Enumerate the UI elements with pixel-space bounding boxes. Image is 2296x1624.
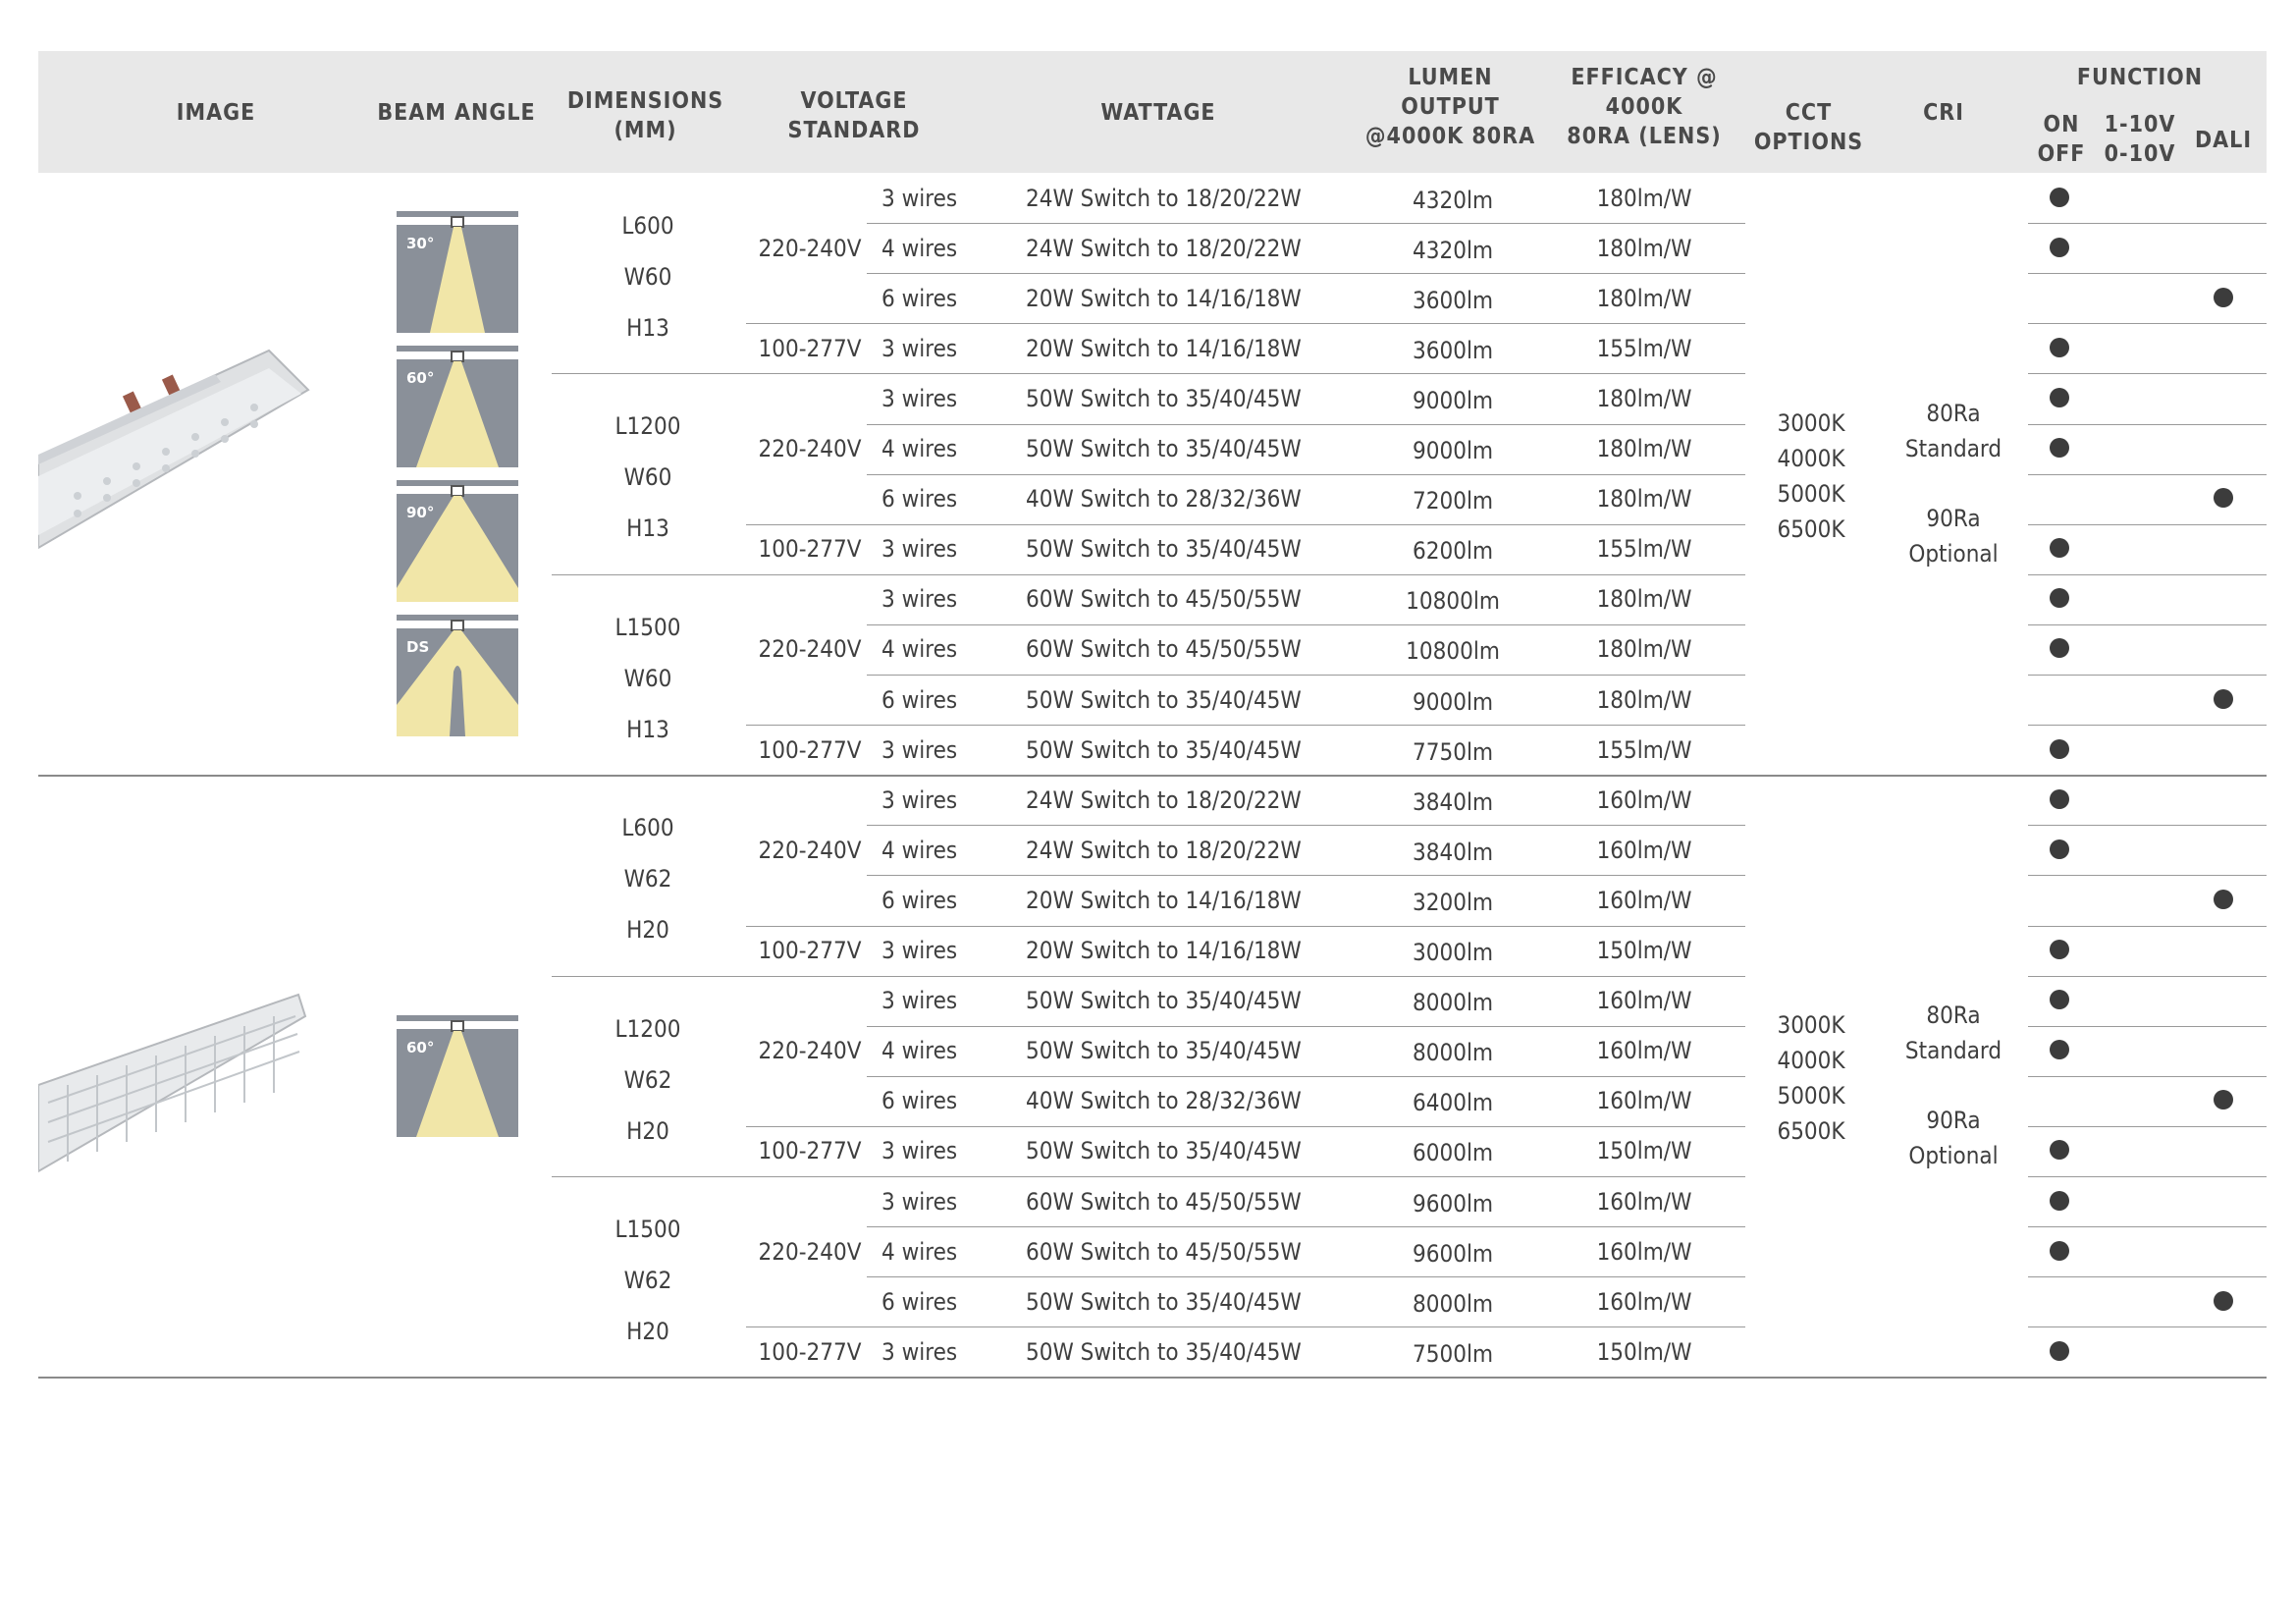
onoff-dot bbox=[2050, 538, 2069, 558]
cct-value: 4000K bbox=[1777, 444, 1845, 472]
efficacy-cell: 150lm/W bbox=[1596, 1137, 1692, 1165]
efficacy-cell: 180lm/W bbox=[1596, 435, 1692, 463]
beam-angle-icon bbox=[397, 480, 518, 602]
header-cct bbox=[1752, 98, 1865, 157]
function-divider bbox=[2028, 273, 2267, 274]
onoff-dot bbox=[2050, 188, 2069, 207]
header-beam-angle: BEAM ANGLE bbox=[377, 100, 536, 126]
function-divider bbox=[2028, 926, 2267, 927]
onoff-dot bbox=[2050, 1040, 2069, 1059]
beam-angle-label: 30° bbox=[406, 235, 435, 252]
section-divider bbox=[38, 775, 2267, 777]
lumen-cell: 9000lm bbox=[1413, 386, 1493, 414]
wires-cell: 4 wires bbox=[881, 435, 958, 463]
wattage-cell: 20W Switch to 14/16/18W bbox=[1026, 284, 1302, 312]
efficacy-cell: 180lm/W bbox=[1596, 284, 1692, 312]
onoff-dot bbox=[2050, 1241, 2069, 1261]
lumen-cell: 9600lm bbox=[1413, 1189, 1493, 1218]
cri-options bbox=[1895, 998, 2012, 1173]
wires-cell: 3 wires bbox=[881, 334, 958, 362]
cct-options bbox=[1762, 1007, 1860, 1149]
onoff-dot bbox=[2050, 789, 2069, 809]
efficacy-cell: 160lm/W bbox=[1596, 1087, 1692, 1115]
voltage-cell: 220-240V bbox=[758, 435, 862, 463]
beam-angle-icon bbox=[397, 1015, 518, 1137]
row-divider bbox=[867, 675, 1745, 676]
header-voltage-line2: STANDARD bbox=[787, 118, 921, 143]
lumen-cell: 3000lm bbox=[1413, 939, 1493, 967]
dimension-value: H13 bbox=[626, 715, 669, 743]
onoff-dot bbox=[2050, 588, 2069, 608]
function-divider bbox=[2028, 1076, 2267, 1077]
dimension-cell bbox=[569, 200, 726, 353]
header-dimensions bbox=[555, 86, 736, 145]
header-lumen bbox=[1360, 63, 1541, 151]
dali-dot bbox=[2214, 689, 2233, 709]
wattage-cell: 50W Switch to 35/40/45W bbox=[1026, 1137, 1302, 1165]
wattage-cell: 50W Switch to 35/40/45W bbox=[1026, 535, 1302, 564]
function-divider bbox=[2028, 1176, 2267, 1177]
product-image-lens-linear bbox=[38, 339, 313, 555]
function-divider bbox=[2028, 1026, 2267, 1027]
voltage-cell: 220-240V bbox=[758, 836, 862, 864]
function-divider bbox=[2028, 1226, 2267, 1227]
wattage-cell: 24W Switch to 18/20/22W bbox=[1026, 836, 1302, 864]
cri-value: Optional bbox=[1908, 539, 1999, 568]
header-onoff-line1: ON bbox=[2043, 112, 2080, 137]
efficacy-cell: 160lm/W bbox=[1596, 886, 1692, 914]
cct-value: 6500K bbox=[1777, 1116, 1845, 1145]
row-divider bbox=[867, 1276, 1745, 1277]
row-divider bbox=[867, 825, 1745, 826]
wires-cell: 6 wires bbox=[881, 284, 958, 312]
function-divider bbox=[2028, 675, 2267, 676]
dimension-value: L1200 bbox=[614, 1014, 681, 1043]
lumen-cell: 3200lm bbox=[1413, 888, 1493, 916]
row-divider bbox=[746, 725, 1745, 726]
row-divider bbox=[746, 926, 1745, 927]
voltage-cell: 100-277V bbox=[758, 1337, 862, 1366]
lumen-cell: 10800lm bbox=[1406, 587, 1500, 616]
wattage-cell: 60W Switch to 45/50/55W bbox=[1026, 635, 1302, 664]
voltage-cell: 220-240V bbox=[758, 1237, 862, 1266]
wires-cell: 4 wires bbox=[881, 234, 958, 262]
efficacy-cell: 150lm/W bbox=[1596, 1337, 1692, 1366]
dimension-value: W60 bbox=[623, 664, 672, 692]
function-divider bbox=[2028, 323, 2267, 324]
header-lumen-line3: @4000K 80RA bbox=[1364, 124, 1536, 149]
lumen-cell: 8000lm bbox=[1413, 1289, 1493, 1318]
wattage-cell: 24W Switch to 18/20/22W bbox=[1026, 184, 1302, 212]
dimension-cell bbox=[569, 1003, 726, 1157]
efficacy-cell: 155lm/W bbox=[1596, 735, 1692, 764]
row-divider bbox=[867, 273, 1745, 274]
function-divider bbox=[2028, 1326, 2267, 1327]
row-divider bbox=[867, 875, 1745, 876]
lumen-cell: 7750lm bbox=[1413, 737, 1493, 766]
dimension-value: W60 bbox=[623, 263, 672, 291]
dimension-value: L600 bbox=[621, 212, 674, 240]
wires-cell: 4 wires bbox=[881, 1037, 958, 1065]
function-divider bbox=[2028, 825, 2267, 826]
product-image-grille-linear bbox=[38, 987, 313, 1183]
wattage-cell: 50W Switch to 35/40/45W bbox=[1026, 987, 1302, 1015]
wires-cell: 3 wires bbox=[881, 184, 958, 212]
wattage-cell: 60W Switch to 45/50/55W bbox=[1026, 1237, 1302, 1266]
row-divider bbox=[746, 323, 1745, 324]
efficacy-cell: 160lm/W bbox=[1596, 836, 1692, 864]
wattage-cell: 40W Switch to 28/32/36W bbox=[1026, 485, 1302, 514]
function-divider bbox=[2028, 574, 2267, 575]
row-divider bbox=[746, 524, 1745, 525]
lumen-cell: 3600lm bbox=[1413, 336, 1493, 364]
wires-cell: 4 wires bbox=[881, 836, 958, 864]
voltage-cell: 100-277V bbox=[758, 535, 862, 564]
onoff-dot bbox=[2050, 438, 2069, 458]
wattage-cell: 40W Switch to 28/32/36W bbox=[1026, 1087, 1302, 1115]
lumen-cell: 6400lm bbox=[1413, 1089, 1493, 1117]
cri-value: Standard bbox=[1904, 434, 2002, 462]
onoff-dot bbox=[2050, 1191, 2069, 1211]
onoff-dot bbox=[2050, 990, 2069, 1009]
dimension-value: L600 bbox=[621, 814, 674, 842]
row-divider bbox=[746, 1126, 1745, 1127]
efficacy-cell: 160lm/W bbox=[1596, 987, 1692, 1015]
function-divider bbox=[2028, 1126, 2267, 1127]
efficacy-cell: 160lm/W bbox=[1596, 1237, 1692, 1266]
dimension-value: H20 bbox=[626, 1116, 669, 1145]
lumen-cell: 4320lm bbox=[1413, 236, 1493, 264]
lumen-cell: 9000lm bbox=[1413, 437, 1493, 465]
wires-cell: 3 wires bbox=[881, 937, 958, 965]
cct-value: 4000K bbox=[1777, 1046, 1845, 1074]
header-110v-line2: 0-10V bbox=[2104, 141, 2176, 167]
onoff-dot bbox=[2050, 1341, 2069, 1361]
wattage-cell: 20W Switch to 14/16/18W bbox=[1026, 886, 1302, 914]
wattage-cell: 50W Switch to 35/40/45W bbox=[1026, 685, 1302, 714]
wires-cell: 3 wires bbox=[881, 987, 958, 1015]
header-function-onoff bbox=[2032, 110, 2091, 169]
row-divider bbox=[867, 624, 1745, 625]
efficacy-cell: 160lm/W bbox=[1596, 1187, 1692, 1216]
header-efficacy-line1: EFFICACY @ bbox=[1571, 65, 1718, 90]
dimension-value: L1500 bbox=[614, 613, 681, 641]
header-efficacy bbox=[1546, 63, 1742, 151]
cct-value: 3000K bbox=[1777, 408, 1845, 437]
function-divider bbox=[2028, 424, 2267, 425]
beam-angle-icon bbox=[397, 211, 518, 333]
header-dimensions-line2: (MM) bbox=[614, 118, 677, 143]
header-onoff-line2: OFF bbox=[2037, 141, 2086, 167]
dali-dot bbox=[2214, 1090, 2233, 1110]
header-dimensions-line1: DIMENSIONS bbox=[566, 88, 724, 114]
dimension-value: W62 bbox=[623, 1065, 672, 1094]
wires-cell: 6 wires bbox=[881, 886, 958, 914]
header-110v-line1: 1-10V bbox=[2104, 112, 2176, 137]
wires-cell: 4 wires bbox=[881, 635, 958, 664]
onoff-dot bbox=[2050, 1140, 2069, 1160]
cct-options bbox=[1762, 406, 1860, 547]
wires-cell: 3 wires bbox=[881, 585, 958, 614]
lumen-cell: 3600lm bbox=[1413, 286, 1493, 314]
dimension-value: W62 bbox=[623, 865, 672, 893]
dimension-value: W60 bbox=[623, 463, 672, 492]
header-lumen-line2: OUTPUT bbox=[1401, 94, 1500, 120]
group-divider bbox=[552, 976, 1745, 977]
dimension-value: H20 bbox=[626, 1318, 669, 1345]
efficacy-cell: 160lm/W bbox=[1596, 785, 1692, 814]
dali-dot bbox=[2214, 488, 2233, 508]
function-divider bbox=[2028, 725, 2267, 726]
lumen-cell: 4320lm bbox=[1413, 186, 1493, 214]
efficacy-cell: 155lm/W bbox=[1596, 535, 1692, 564]
lumen-cell: 6200lm bbox=[1413, 537, 1493, 566]
efficacy-cell: 180lm/W bbox=[1596, 685, 1692, 714]
lumen-cell: 10800lm bbox=[1406, 637, 1500, 666]
efficacy-cell: 180lm/W bbox=[1596, 485, 1692, 514]
dali-dot bbox=[2214, 890, 2233, 909]
row-divider bbox=[867, 223, 1745, 224]
cri-value: 80Ra bbox=[1926, 399, 1981, 427]
dali-dot bbox=[2214, 288, 2233, 307]
efficacy-cell: 180lm/W bbox=[1596, 585, 1692, 614]
header-wattage: WATTAGE bbox=[1100, 100, 1216, 126]
onoff-dot bbox=[2050, 940, 2069, 959]
row-divider bbox=[867, 424, 1745, 425]
wattage-cell: 50W Switch to 35/40/45W bbox=[1026, 384, 1302, 412]
header-function-dali: DALI bbox=[2194, 128, 2253, 153]
beam-angle-label: 60° bbox=[406, 1038, 435, 1056]
lumen-cell: 9000lm bbox=[1413, 687, 1493, 716]
wires-cell: 6 wires bbox=[881, 685, 958, 714]
efficacy-cell: 180lm/W bbox=[1596, 384, 1692, 412]
group-divider bbox=[552, 574, 1745, 575]
wires-cell: 6 wires bbox=[881, 1087, 958, 1115]
function-divider bbox=[2028, 624, 2267, 625]
function-divider bbox=[2028, 524, 2267, 525]
wires-cell: 3 wires bbox=[881, 1337, 958, 1366]
onoff-dot bbox=[2050, 839, 2069, 859]
beam-angle-icon bbox=[397, 615, 518, 736]
function-divider bbox=[2028, 1276, 2267, 1277]
voltage-cell: 100-277V bbox=[758, 334, 862, 362]
lumen-cell: 9600lm bbox=[1413, 1239, 1493, 1268]
header-voltage bbox=[746, 86, 962, 145]
cri-value: 90Ra bbox=[1926, 1106, 1981, 1134]
beam-angle-label: DS bbox=[406, 638, 430, 656]
lumen-cell: 3840lm bbox=[1413, 787, 1493, 816]
group-divider bbox=[552, 1176, 1745, 1177]
onoff-dot bbox=[2050, 388, 2069, 407]
function-divider bbox=[2028, 373, 2267, 374]
cct-value: 3000K bbox=[1777, 1010, 1845, 1039]
voltage-cell: 100-277V bbox=[758, 937, 862, 965]
row-divider bbox=[867, 474, 1745, 475]
lumen-cell: 7200lm bbox=[1413, 487, 1493, 515]
function-divider bbox=[2028, 223, 2267, 224]
wires-cell: 6 wires bbox=[881, 485, 958, 514]
voltage-cell: 100-277V bbox=[758, 1137, 862, 1165]
cri-value: Optional bbox=[1908, 1141, 1999, 1169]
dimension-value: W62 bbox=[623, 1267, 672, 1294]
voltage-cell: 220-240V bbox=[758, 635, 862, 664]
voltage-cell: 100-277V bbox=[758, 735, 862, 764]
efficacy-cell: 160lm/W bbox=[1596, 1287, 1692, 1316]
beam-angle-icon bbox=[397, 346, 518, 467]
dimension-value: L1200 bbox=[614, 412, 681, 441]
cri-options bbox=[1895, 396, 2012, 571]
dimension-value: H13 bbox=[626, 314, 669, 342]
function-divider bbox=[2028, 875, 2267, 876]
lumen-cell: 8000lm bbox=[1413, 989, 1493, 1017]
header-lumen-line1: LUMEN bbox=[1408, 65, 1493, 90]
onoff-dot bbox=[2050, 238, 2069, 257]
wattage-cell: 20W Switch to 14/16/18W bbox=[1026, 334, 1302, 362]
wires-cell: 4 wires bbox=[881, 1237, 958, 1266]
dimension-cell bbox=[569, 401, 726, 554]
lumen-cell: 7500lm bbox=[1413, 1339, 1493, 1368]
wires-cell: 3 wires bbox=[881, 735, 958, 764]
header-efficacy-line3: 80RA (LENS) bbox=[1567, 124, 1722, 149]
dimension-value: H20 bbox=[626, 916, 669, 945]
beam-angle-label: 90° bbox=[406, 504, 435, 521]
row-divider bbox=[867, 1076, 1745, 1077]
cct-value: 6500K bbox=[1777, 514, 1845, 543]
cct-value: 5000K bbox=[1777, 479, 1845, 508]
lumen-cell: 8000lm bbox=[1413, 1039, 1493, 1067]
efficacy-cell: 155lm/W bbox=[1596, 334, 1692, 362]
wattage-cell: 24W Switch to 18/20/22W bbox=[1026, 785, 1302, 814]
row-divider bbox=[746, 1326, 1745, 1327]
efficacy-cell: 160lm/W bbox=[1596, 1037, 1692, 1065]
cri-value: Standard bbox=[1904, 1036, 2002, 1064]
onoff-dot bbox=[2050, 638, 2069, 658]
dimension-value: H13 bbox=[626, 514, 669, 543]
lumen-cell: 3840lm bbox=[1413, 838, 1493, 866]
function-divider bbox=[2028, 474, 2267, 475]
header-voltage-line1: VOLTAGE bbox=[800, 88, 908, 114]
voltage-cell: 220-240V bbox=[758, 1037, 862, 1065]
cri-value: 80Ra bbox=[1926, 1001, 1981, 1029]
wires-cell: 6 wires bbox=[881, 1287, 958, 1316]
efficacy-cell: 150lm/W bbox=[1596, 937, 1692, 965]
section-divider bbox=[38, 1377, 2267, 1379]
header-function: FUNCTION bbox=[2076, 65, 2204, 90]
onoff-dot bbox=[2050, 338, 2069, 357]
header-image: IMAGE bbox=[176, 100, 256, 126]
cct-value: 5000K bbox=[1777, 1081, 1845, 1110]
wattage-cell: 24W Switch to 18/20/22W bbox=[1026, 234, 1302, 262]
wattage-cell: 50W Switch to 35/40/45W bbox=[1026, 1037, 1302, 1065]
efficacy-cell: 180lm/W bbox=[1596, 184, 1692, 212]
header-function-110v bbox=[2101, 110, 2179, 169]
wattage-cell: 50W Switch to 35/40/45W bbox=[1026, 1287, 1302, 1316]
wires-cell: 3 wires bbox=[881, 1137, 958, 1165]
efficacy-cell: 180lm/W bbox=[1596, 234, 1692, 262]
wires-cell: 3 wires bbox=[881, 535, 958, 564]
efficacy-cell: 180lm/W bbox=[1596, 635, 1692, 664]
wires-cell: 3 wires bbox=[881, 1187, 958, 1216]
wattage-cell: 60W Switch to 45/50/55W bbox=[1026, 1187, 1302, 1216]
function-divider bbox=[2028, 976, 2267, 977]
wires-cell: 3 wires bbox=[881, 785, 958, 814]
wattage-cell: 60W Switch to 45/50/55W bbox=[1026, 585, 1302, 614]
wattage-cell: 50W Switch to 35/40/45W bbox=[1026, 735, 1302, 764]
header-efficacy-line2: 4000K bbox=[1605, 94, 1683, 120]
wattage-cell: 50W Switch to 35/40/45W bbox=[1026, 435, 1302, 463]
header-cri: CRI bbox=[1923, 100, 1964, 126]
header-cct-line1: CCT bbox=[1785, 100, 1833, 126]
dimension-cell bbox=[569, 1204, 726, 1357]
dimension-cell bbox=[569, 802, 726, 955]
row-divider bbox=[867, 1226, 1745, 1227]
dimension-value: L1500 bbox=[614, 1216, 681, 1243]
voltage-cell: 220-240V bbox=[758, 234, 862, 262]
row-divider bbox=[867, 1026, 1745, 1027]
wires-cell: 3 wires bbox=[881, 384, 958, 412]
cri-value: 90Ra bbox=[1926, 504, 1981, 532]
beam-angle-label: 60° bbox=[406, 369, 435, 387]
wattage-cell: 50W Switch to 35/40/45W bbox=[1026, 1337, 1302, 1366]
dimension-cell bbox=[569, 602, 726, 755]
lumen-cell: 6000lm bbox=[1413, 1139, 1493, 1167]
header-cct-line2: OPTIONS bbox=[1753, 130, 1864, 155]
onoff-dot bbox=[2050, 739, 2069, 759]
dali-dot bbox=[2214, 1291, 2233, 1311]
group-divider bbox=[552, 373, 1745, 374]
wattage-cell: 20W Switch to 14/16/18W bbox=[1026, 937, 1302, 965]
